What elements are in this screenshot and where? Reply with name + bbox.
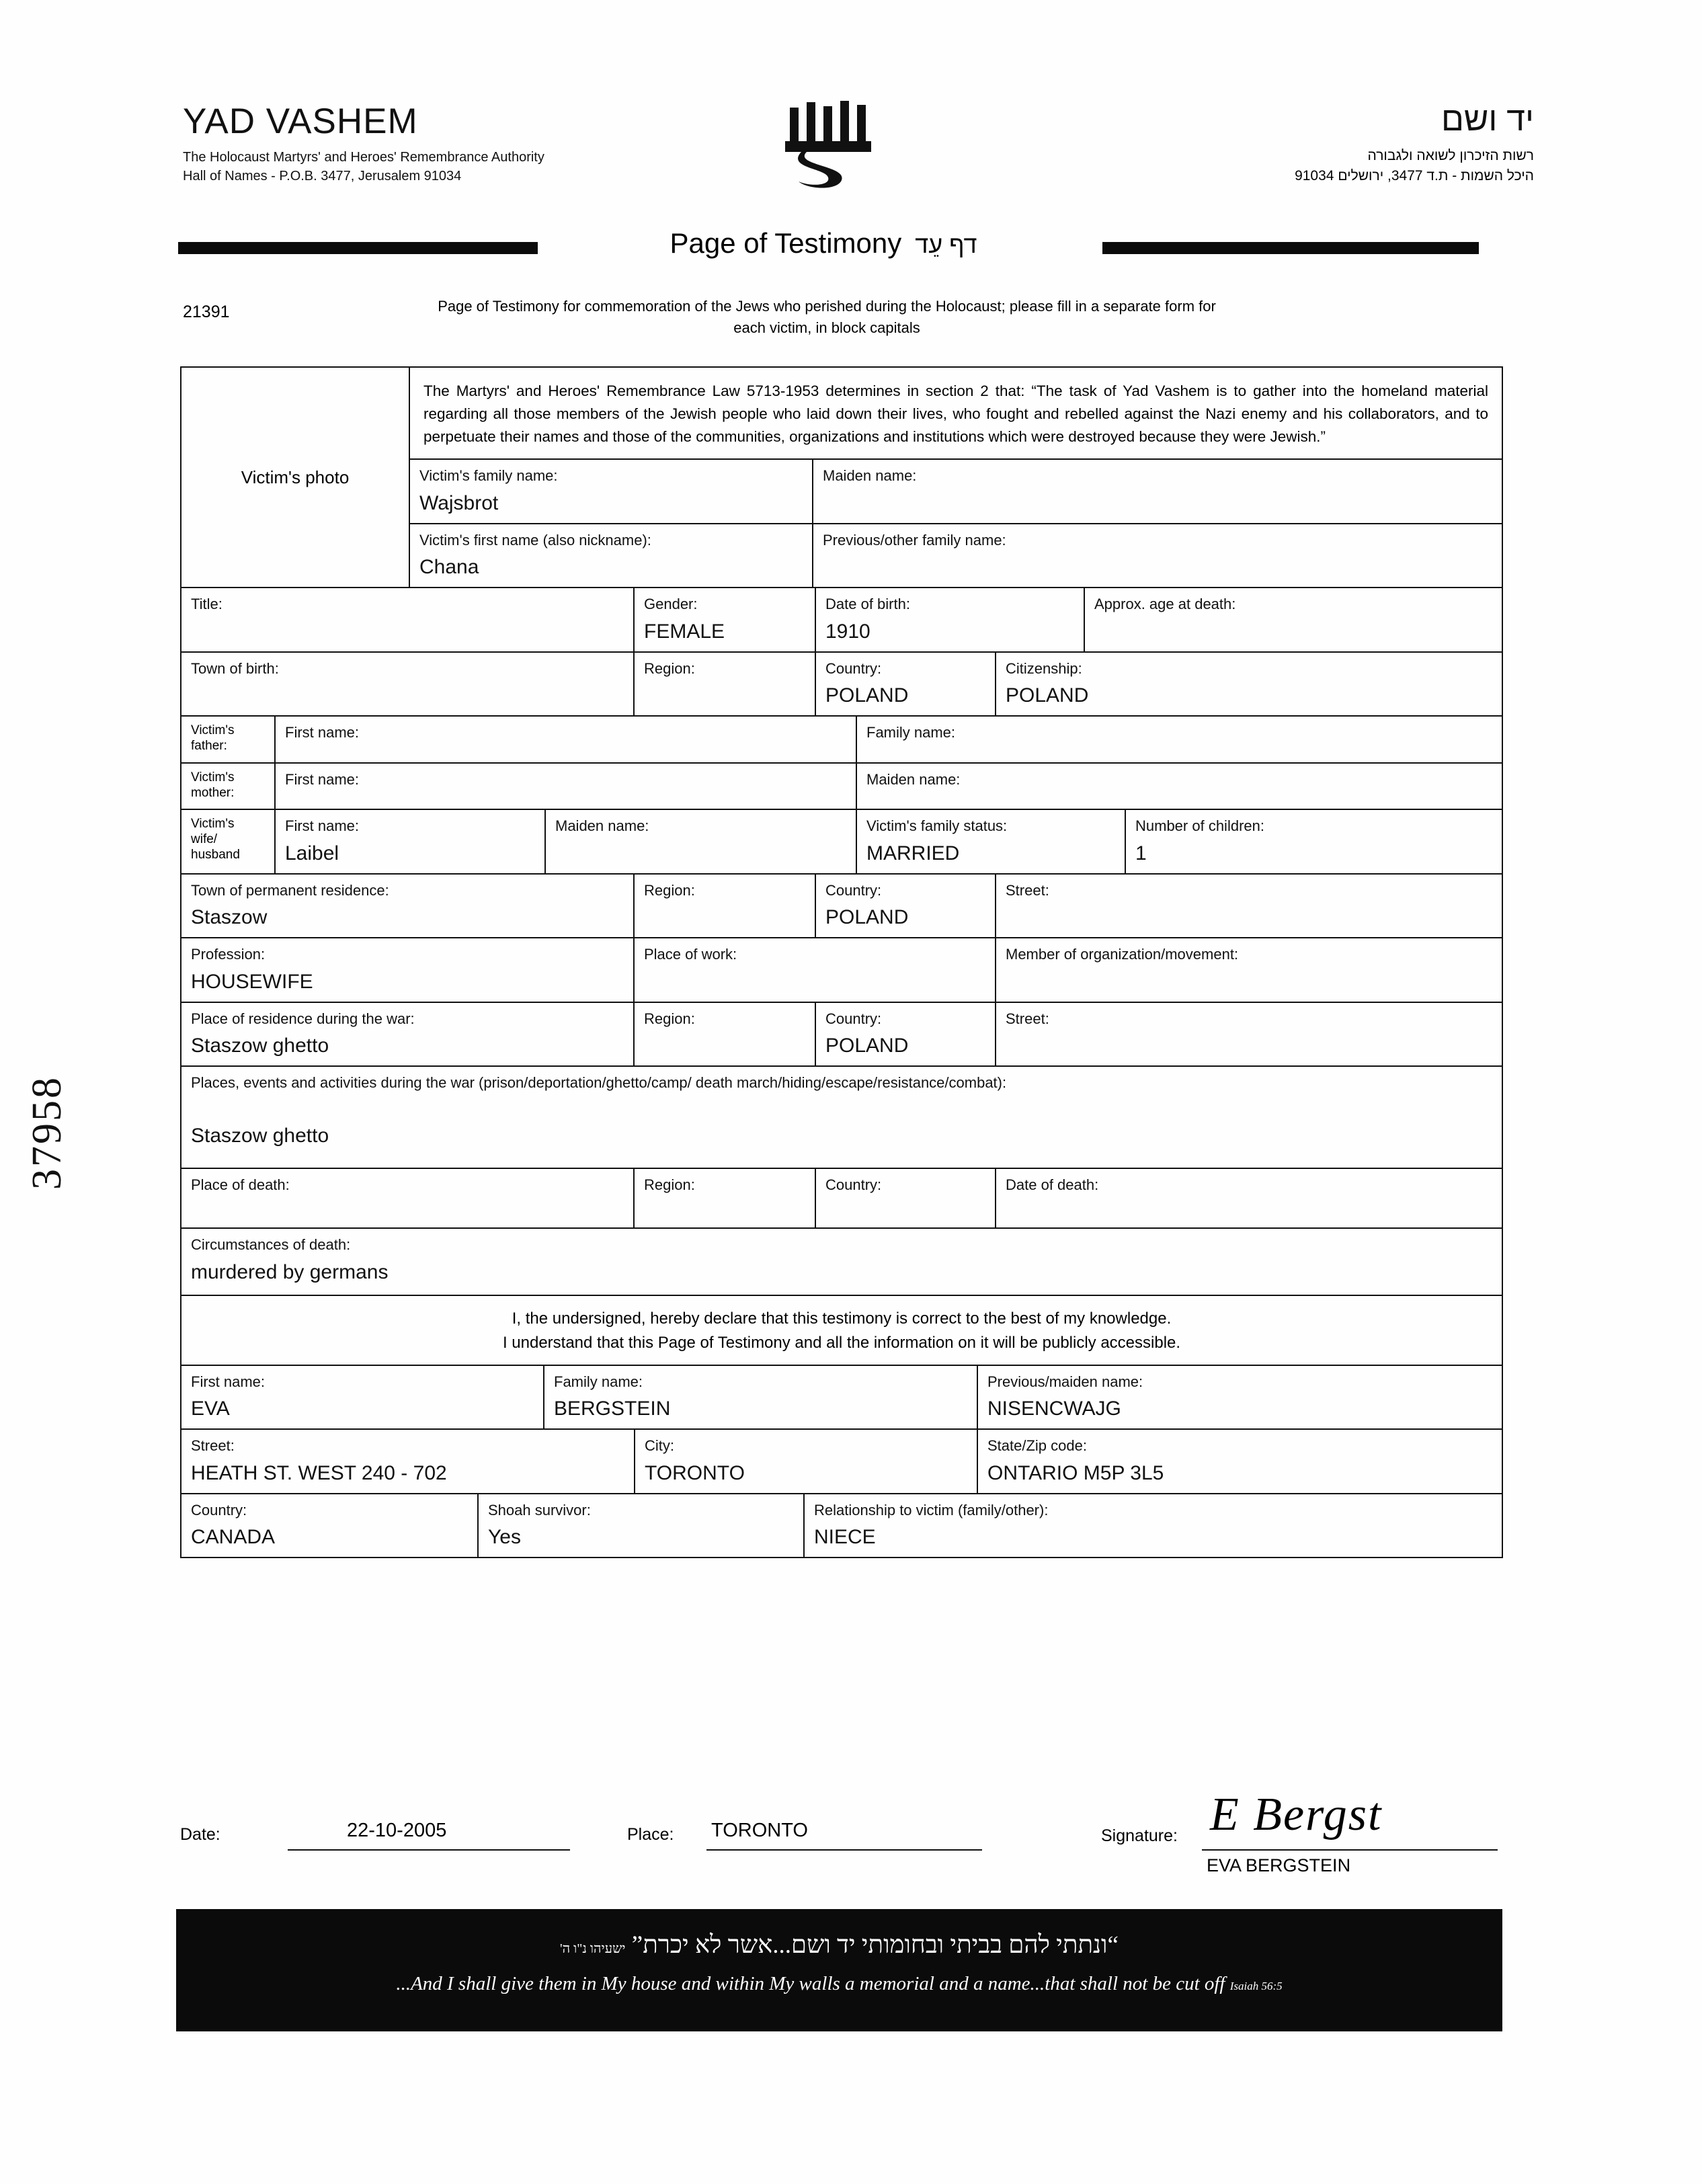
death-region-field[interactable] xyxy=(635,1169,816,1228)
page-title xyxy=(558,227,1089,259)
victim-spouse-first-name-label: First name: xyxy=(285,817,360,835)
permanent-residence-region-field[interactable] xyxy=(635,875,816,938)
document-header xyxy=(0,47,1702,208)
organization-subtitle-he: רשות הזיכרון לשואה ולגבורה xyxy=(1367,148,1534,163)
organization-subtitle-en: The Holocaust Martyrs' and Heroes' Remembrance Authority xyxy=(183,150,544,165)
victim-father-first-name-label: First name: xyxy=(285,724,360,741)
victim-mother-first-name-label: First name: xyxy=(285,770,360,788)
victim-birth-country-field[interactable] xyxy=(816,653,996,716)
date-of-death-label: Date of death: xyxy=(1006,1176,1099,1193)
declaration-line-1: I, the undersigned, hereby declare that this testimony is correct to the best of my knowledge. xyxy=(512,1309,1172,1328)
submitter-survivor-value: Yes xyxy=(488,1526,521,1549)
submitter-survivor-label: Shoah survivor: xyxy=(488,1501,591,1519)
organization-membership-field[interactable] xyxy=(996,938,1502,1002)
war-events-field[interactable] xyxy=(181,1067,1502,1168)
victim-town-of-birth-field[interactable] xyxy=(181,653,635,716)
victim-spouse-first-name-value: Laibel xyxy=(285,842,339,864)
signature-printed-name: EVA BERGSTEIN xyxy=(1207,1855,1351,1875)
victim-mother-label-line2: mother: xyxy=(191,785,235,800)
victim-children-count-label: Number of children: xyxy=(1135,817,1264,835)
victim-spouse-first-name-field[interactable] xyxy=(276,810,546,873)
victim-previous-family-name-field[interactable] xyxy=(813,524,1502,588)
signature-underline xyxy=(1202,1849,1498,1851)
law-and-names-row xyxy=(181,368,1502,588)
war-residence-region-field[interactable] xyxy=(635,1003,816,1066)
victim-spouse-row xyxy=(181,810,1502,875)
footer-quote-english-text: ...And I shall give them in My house and within My walls a memorial and a name...that shall not be cut off xyxy=(396,1973,1225,1994)
death-country-label: Country: xyxy=(825,1176,882,1193)
death-circumstances-row xyxy=(181,1229,1502,1296)
death-circumstances-label: Circumstances of death: xyxy=(191,1236,351,1254)
permanent-residence-country-label: Country: xyxy=(825,881,882,899)
date-label: Date: xyxy=(180,1825,220,1844)
victim-first-name-field[interactable] xyxy=(410,524,813,588)
submitter-first-name-value: EVA xyxy=(191,1398,230,1420)
victim-citizenship-field[interactable] xyxy=(996,653,1502,716)
victim-maiden-name-field[interactable] xyxy=(813,460,1502,523)
victim-citizenship-value: POLAND xyxy=(1006,684,1089,707)
submitter-zip-field[interactable] xyxy=(978,1430,1502,1493)
permanent-residence-country-value: POLAND xyxy=(825,906,909,929)
declaration-row xyxy=(181,1296,1502,1366)
victim-title-label: Title: xyxy=(191,596,222,613)
victim-mother-maiden-name-label: Maiden name: xyxy=(866,770,961,788)
death-country-field[interactable] xyxy=(816,1169,996,1228)
page-title-he: דף עֵד xyxy=(915,231,977,258)
victim-dob-field[interactable] xyxy=(816,588,1085,651)
victim-family-name-label: Victim's family name: xyxy=(419,467,558,485)
victim-town-of-birth-label: Town of birth: xyxy=(191,659,279,677)
submitter-street-field[interactable] xyxy=(181,1430,635,1493)
war-residence-country-field[interactable] xyxy=(816,1003,996,1066)
organization-name-he: יד ושם xyxy=(1441,100,1534,138)
footer-quote-hebrew-text: “ונתתי להם בביתי ובחומותי יד ושם...אשר לא יכרת” xyxy=(631,1931,1119,1959)
submitter-previous-maiden-value: NISENCWAJG xyxy=(987,1398,1121,1420)
war-residence-place-value: Staszow ghetto xyxy=(191,1035,329,1057)
place-label: Place: xyxy=(627,1825,674,1844)
organization-membership-label: Member of organization/movement: xyxy=(1006,946,1239,963)
victim-children-count-value: 1 xyxy=(1135,842,1147,864)
handwritten-signature: E Bergst xyxy=(1210,1789,1383,1841)
submitter-street-value: HEATH ST. WEST 240 - 702 xyxy=(191,1461,447,1484)
victim-approx-age-field[interactable] xyxy=(1085,588,1502,651)
place-value: TORONTO xyxy=(711,1820,808,1841)
war-residence-country-value: POLAND xyxy=(825,1035,909,1057)
victim-first-name-row xyxy=(410,523,1502,588)
victim-father-label-line1: Victim's xyxy=(191,723,235,738)
declaration-line-2: I understand that this Page of Testimony and all the information on it will be publicly accessible. xyxy=(502,1333,1181,1352)
war-events-row xyxy=(181,1067,1502,1169)
submitter-previous-maiden-label: Previous/maiden name: xyxy=(987,1373,1143,1390)
profession-value: HOUSEWIFE xyxy=(191,970,313,993)
victim-birth-region-field[interactable] xyxy=(635,653,816,716)
victim-father-row-label xyxy=(181,717,276,762)
permanent-residence-town-value: Staszow xyxy=(191,906,268,929)
victim-father-family-name-label: Family name: xyxy=(866,724,956,741)
permanent-residence-town-label: Town of permanent residence: xyxy=(191,881,389,899)
profession-field[interactable] xyxy=(181,938,635,1002)
organization-address-en: Hall of Names - P.O.B. 3477, Jerusalem 91034 xyxy=(183,169,462,184)
victim-dob-label: Date of birth: xyxy=(825,596,910,613)
organization-block-english xyxy=(183,101,694,184)
victim-first-name-label: Victim's first name (also nickname): xyxy=(419,531,651,549)
victim-approx-age-label: Approx. age at death: xyxy=(1094,596,1236,613)
footer-quote-hebrew-source: ישעיהו נ"ו ה' xyxy=(560,1941,626,1956)
war-residence-place-label: Place of residence during the war: xyxy=(191,1010,415,1027)
submitter-address-row xyxy=(181,1430,1502,1494)
victim-birth-country-value: POLAND xyxy=(825,684,909,707)
submitter-family-name-label: Family name: xyxy=(554,1373,643,1390)
victim-children-count-field[interactable] xyxy=(1126,810,1502,873)
victim-identity-row xyxy=(181,588,1502,653)
victim-mother-row-label xyxy=(181,764,276,809)
date-underline xyxy=(288,1849,570,1851)
submitter-country-field[interactable] xyxy=(181,1494,479,1558)
victim-spouse-maiden-name-field[interactable] xyxy=(546,810,857,873)
submitter-zip-label: State/Zip code: xyxy=(987,1437,1087,1455)
permanent-residence-street-label: Street: xyxy=(1006,881,1049,899)
date-value: 22-10-2005 xyxy=(347,1820,447,1841)
victim-maiden-name-label: Maiden name: xyxy=(823,467,917,485)
victim-citizenship-label: Citizenship: xyxy=(1006,659,1082,677)
submitter-survivor-field[interactable] xyxy=(479,1494,805,1558)
footer-quote-english-source: Isaiah 56:5 xyxy=(1229,1980,1283,1992)
organization-address-he: היכל השמות - ת.ד 3477, ירושלים 91034 xyxy=(1295,168,1534,184)
submitter-previous-maiden-field[interactable] xyxy=(978,1366,1502,1429)
submitter-country-value: CANADA xyxy=(191,1526,276,1549)
place-of-work-label: Place of work: xyxy=(644,946,737,963)
victim-father-label-line2: father: xyxy=(191,739,227,754)
form-number: 21391 xyxy=(183,302,230,321)
war-residence-place-field[interactable] xyxy=(181,1003,635,1066)
victim-first-name-value: Chana xyxy=(419,556,479,579)
victim-mother-first-name-field[interactable] xyxy=(276,764,857,809)
victim-gender-value: FEMALE xyxy=(644,620,725,643)
victim-gender-label: Gender: xyxy=(644,596,698,613)
declaration-text xyxy=(181,1296,1502,1365)
submitter-relationship-label: Relationship to victim (family/other): xyxy=(814,1501,1049,1519)
victim-title-field[interactable] xyxy=(181,588,635,651)
victim-spouse-label-line2: wife/ xyxy=(191,832,218,847)
victim-family-name-value: Wajsbrot xyxy=(419,491,499,514)
victim-birthplace-row xyxy=(181,653,1502,717)
permanent-residence-street-field[interactable] xyxy=(996,875,1502,938)
signature-label: Signature: xyxy=(1101,1826,1178,1845)
war-events-value: Staszow ghetto xyxy=(191,1124,329,1147)
organization-block-hebrew xyxy=(1063,99,1534,184)
victim-spouse-maiden-name-label: Maiden name: xyxy=(555,817,649,835)
war-residence-street-label: Street: xyxy=(1006,1010,1049,1027)
yad-vashem-logo-icon xyxy=(766,101,914,202)
victim-dob-value: 1910 xyxy=(825,620,870,643)
submitter-details-row xyxy=(181,1494,1502,1558)
footer-quote-hebrew xyxy=(176,1909,1502,1959)
footer-quote-english xyxy=(176,1973,1502,1995)
submitter-city-field[interactable] xyxy=(635,1430,978,1493)
death-circumstances-field[interactable] xyxy=(181,1229,1502,1295)
place-of-work-field[interactable] xyxy=(635,938,996,1002)
profession-label: Profession: xyxy=(191,946,266,963)
war-residence-region-label: Region: xyxy=(644,1010,695,1027)
victim-father-first-name-field[interactable] xyxy=(276,717,857,762)
footer-quote-band xyxy=(176,1909,1502,2031)
submitter-zip-value: ONTARIO M5P 3L5 xyxy=(987,1461,1164,1484)
war-residence-row xyxy=(181,1003,1502,1067)
profession-row xyxy=(181,938,1502,1003)
submitter-relationship-value: NIECE xyxy=(814,1526,876,1549)
victim-birth-region-label: Region: xyxy=(644,659,695,677)
war-residence-street-field[interactable] xyxy=(996,1003,1502,1066)
war-events-label: Places, events and activities during the war (prison/deportation/ghetto/camp/ death march/hiding/escape/resistance/combat): xyxy=(191,1074,1007,1092)
remembrance-law-text: The Martyrs' and Heroes' Remembrance Law 5713-1953 determines in section 2 that: “The task of Yad Vashem is to gather into the homeland material regarding all those members of the Jewish people who laid down their lives, who fought and rebelled against the Nazi enemy and his collaborators, and to perpetuate their names and those of the communities, organizations and institutions which were destroyed because they were Jewish.” xyxy=(423,382,1488,445)
date-of-death-field[interactable] xyxy=(996,1169,1502,1228)
victim-family-status-label: Victim's family status: xyxy=(866,817,1008,835)
victim-photo-label: Victim's photo xyxy=(241,467,350,487)
victim-family-status-value: MARRIED xyxy=(866,842,960,864)
victim-birth-country-label: Country: xyxy=(825,659,882,677)
victim-spouse-label-line3: husband xyxy=(191,848,240,862)
organization-name-en: YAD VASHEM xyxy=(183,102,418,141)
war-residence-country-label: Country: xyxy=(825,1010,882,1027)
archive-side-code: 37958 xyxy=(24,1076,70,1190)
place-of-death-field[interactable] xyxy=(181,1169,635,1228)
victim-family-name-row xyxy=(410,458,1502,523)
testimony-form xyxy=(180,366,1503,1558)
death-circumstances-value: murdered by germans xyxy=(191,1260,389,1283)
title-rule-left xyxy=(178,242,538,254)
victim-family-name-field[interactable] xyxy=(410,460,813,523)
permanent-residence-town-field[interactable] xyxy=(181,875,635,938)
victim-photo-placeholder[interactable] xyxy=(181,368,410,587)
place-underline xyxy=(706,1849,982,1851)
victim-spouse-label-line1: Victim's xyxy=(191,817,235,832)
victim-previous-family-name-label: Previous/other family name: xyxy=(823,531,1006,549)
victim-spouse-row-label xyxy=(181,810,276,873)
victim-gender-field[interactable] xyxy=(635,588,816,651)
submitter-city-label: City: xyxy=(645,1437,674,1455)
form-instructions: Page of Testimony for commemoration of the Jews who perished during the Holocaust; please fill in a separate form for each victim, in block capitals xyxy=(438,298,1216,336)
title-rule-right xyxy=(1102,242,1479,254)
submitter-family-name-field[interactable] xyxy=(544,1366,978,1429)
permanent-residence-row xyxy=(181,875,1502,939)
permanent-residence-country-field[interactable] xyxy=(816,875,996,938)
death-region-label: Region: xyxy=(644,1176,695,1193)
submitter-city-value: TORONTO xyxy=(645,1461,745,1484)
place-of-death-label: Place of death: xyxy=(191,1176,290,1193)
submitter-first-name-label: First name: xyxy=(191,1373,266,1390)
victim-mother-maiden-name-field[interactable] xyxy=(857,764,1502,809)
victim-family-status-field[interactable] xyxy=(857,810,1126,873)
submitter-name-row xyxy=(181,1366,1502,1430)
submitter-first-name-field[interactable] xyxy=(181,1366,544,1429)
submitter-family-name-value: BERGSTEIN xyxy=(554,1398,671,1420)
victim-mother-label-line1: Victim's xyxy=(191,770,235,784)
victim-mother-row xyxy=(181,764,1502,811)
victim-father-family-name-field[interactable] xyxy=(857,717,1502,762)
victim-father-row xyxy=(181,717,1502,764)
page-title-en: Page of Testimony xyxy=(670,227,902,259)
submitter-country-label: Country: xyxy=(191,1501,247,1519)
submitter-relationship-field[interactable] xyxy=(805,1494,1502,1558)
permanent-residence-region-label: Region: xyxy=(644,881,695,899)
submitter-street-label: Street: xyxy=(191,1437,235,1455)
death-place-row xyxy=(181,1169,1502,1229)
